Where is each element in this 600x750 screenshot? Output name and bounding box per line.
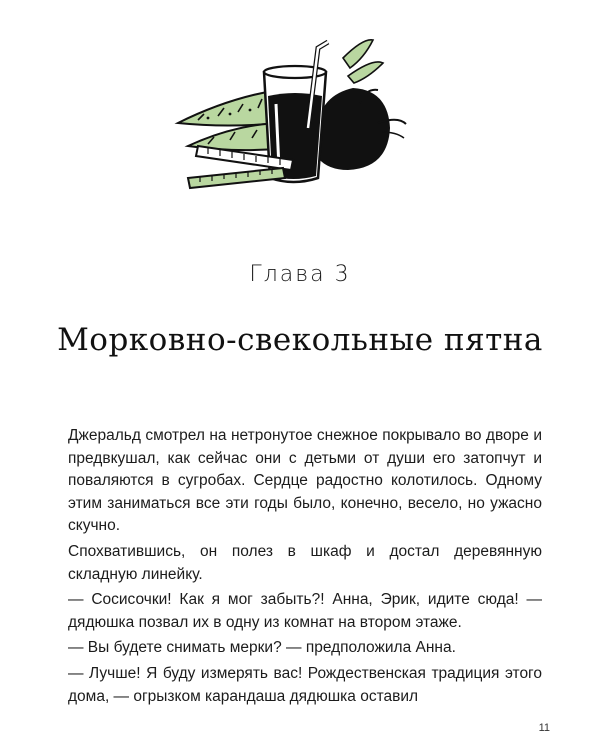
page-number: 11 [538,722,550,734]
paragraph: — Вы будете снимать мерки? — предположила Анна. [68,639,456,657]
leaf-icon [343,40,383,83]
paragraph: — Лучше! Я буду измерять вас! Рождественская традиция этого дома, — огрызком карандаша дядюшка оставил [68,664,542,705]
beet-icon [316,88,406,170]
chapter-body [68,425,542,711]
paragraph: Спохватившись, он полез в шкаф и достал деревянную складную линейку. [68,542,542,583]
chapter-number: Глава 3 [249,262,351,287]
chapter-title: Морковно-свекольные пятна [57,322,543,358]
chapter-illustration [168,28,428,208]
paragraph: — Сосисочки! Как я мог забыть?! Анна, Эрик, идите сюда! — дядюшка позвал их в одну из комнат на втором этаже. [68,591,542,631]
paragraph: Джеральд смотрел на нетронутое снежное покрывало во дворе и предвкушал, как сейчас они с детьми от души его затопчут и поваляются в сугробах. Сердце радостно колотилось. Одному этим заниматься все эти годы было, конечно, весело, но ужасно скучно. [68,427,542,535]
